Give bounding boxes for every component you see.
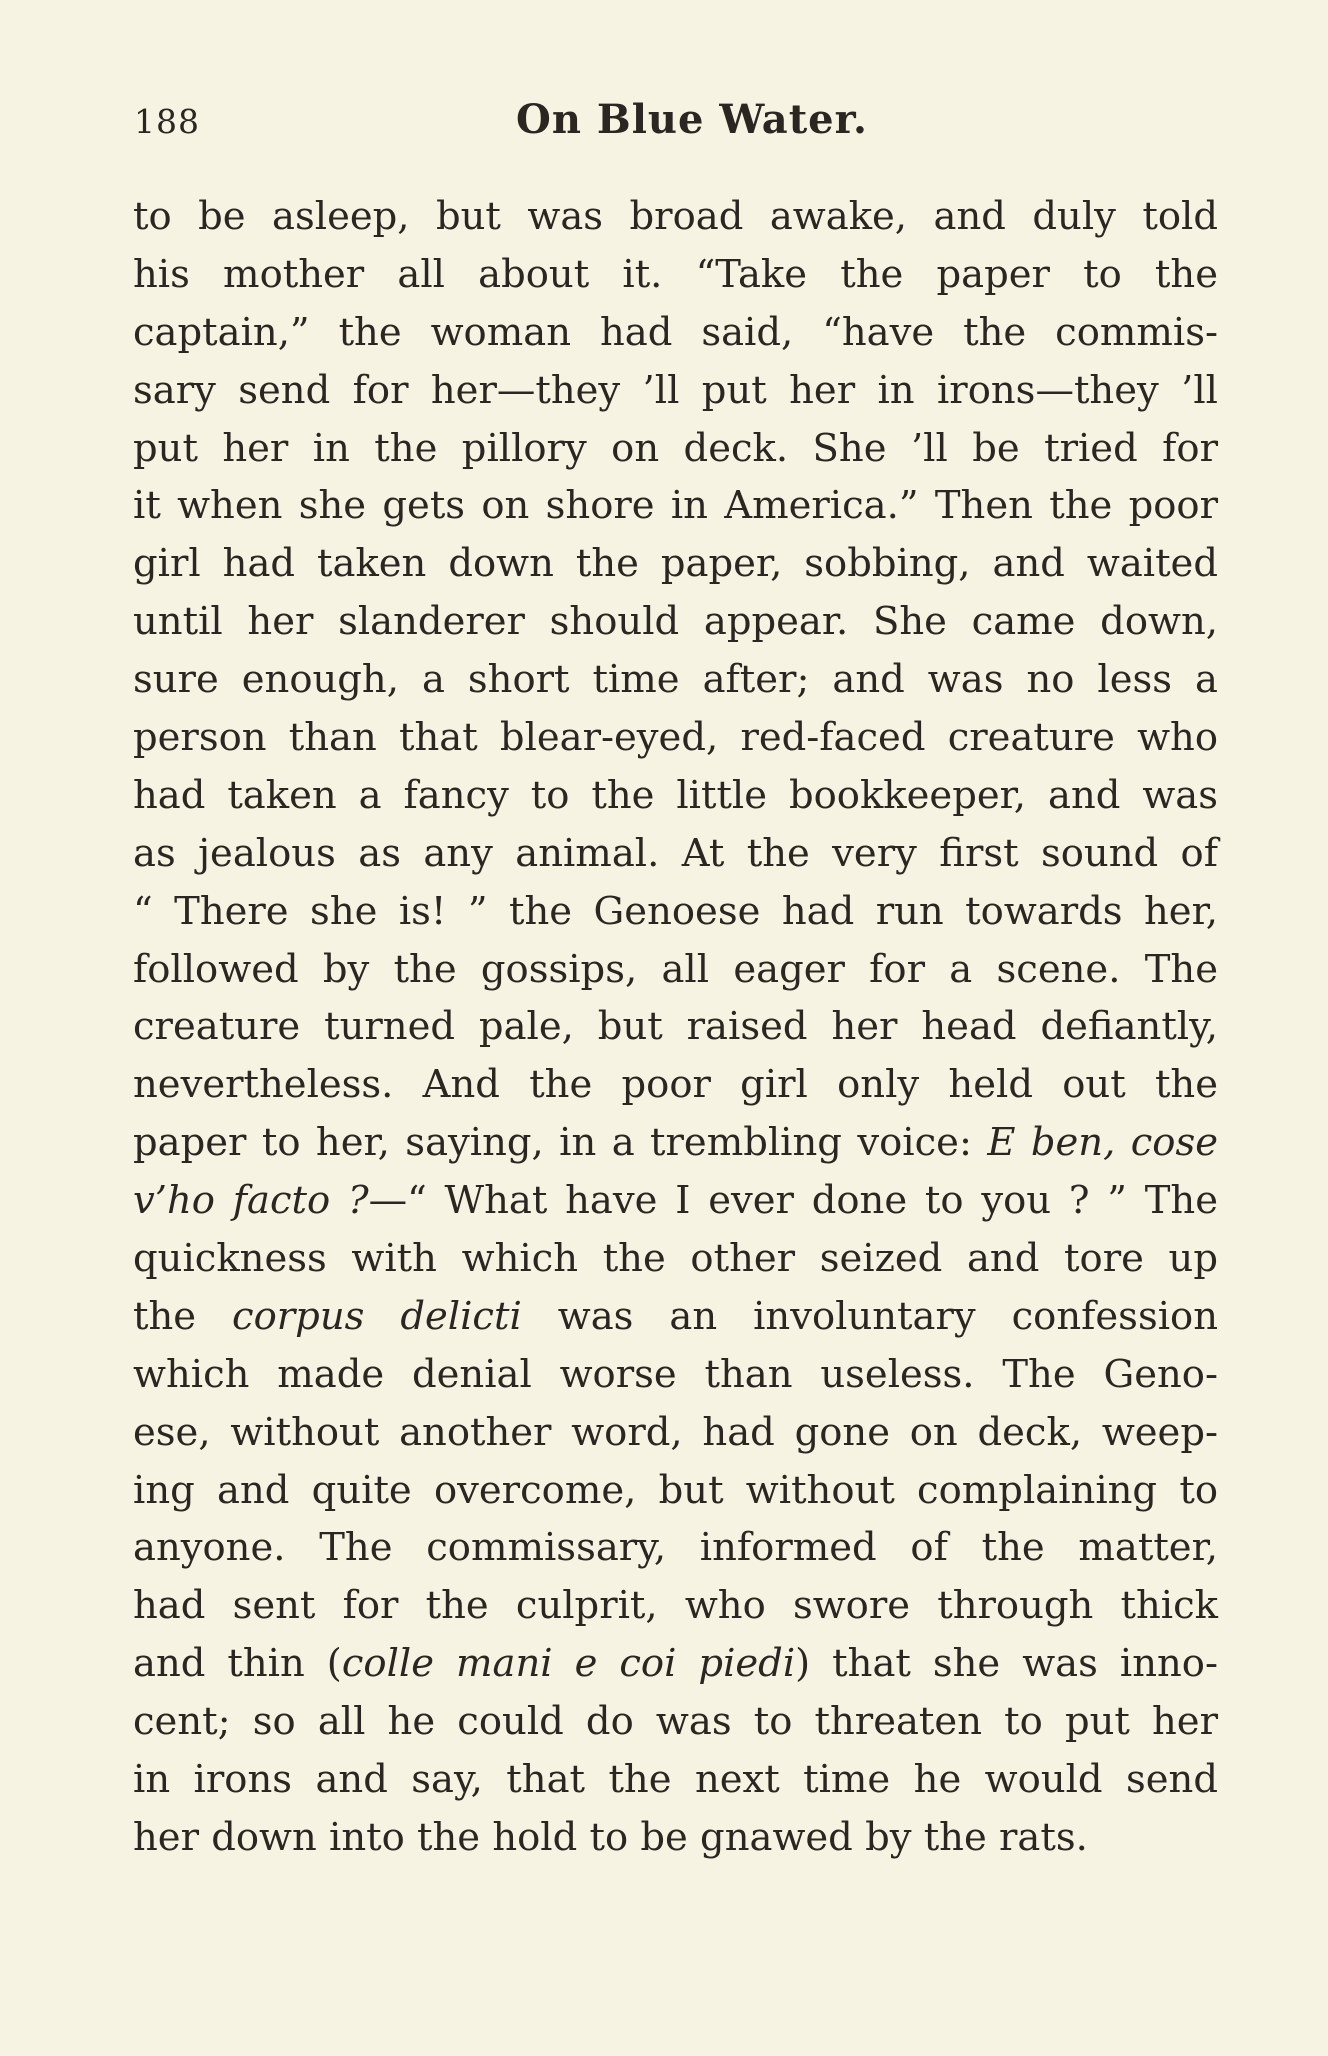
text-line: [133, 1230, 1218, 1288]
italic-text-segment: v’ho facto ?: [133, 1178, 369, 1224]
text-line: [133, 1577, 1218, 1635]
italic-text-segment: colle mani e coi piedi: [341, 1641, 796, 1687]
text-segment: the: [133, 1293, 233, 1339]
text-segment: creature turned pale, but raised her head defiantly,: [133, 1004, 1218, 1050]
running-title: On Blue Water.: [516, 96, 868, 143]
text-line: [133, 420, 1218, 478]
text-line: [133, 709, 1218, 767]
text-segment: cent; so all he could do was to threaten to put her: [133, 1699, 1218, 1745]
text-segment: followed by the gossips, all eager for a scene. The: [133, 946, 1218, 992]
text-line: [133, 1404, 1218, 1462]
text-segment: his mother all about it. “Take the paper to the: [133, 251, 1218, 297]
text-segment: to be asleep, but was broad awake, and duly told: [133, 194, 1218, 239]
text-line: [133, 593, 1218, 651]
text-segment: her down into the hold to be gnawed by the rats.: [133, 1814, 1088, 1860]
text-segment: put her in the pillory on deck. She ’ll be tried for: [133, 425, 1218, 471]
text-line: [133, 246, 1218, 304]
text-segment: quickness with which the other seized and tore up: [133, 1236, 1218, 1282]
text-line: [133, 883, 1218, 941]
text-line: [133, 767, 1218, 825]
text-segment: as jealous as any animal. At the very first sound of: [133, 830, 1218, 876]
text-line: [133, 1635, 1218, 1693]
text-line: [133, 1346, 1218, 1404]
text-segment: captain,” the woman had said, “have the commis-: [133, 309, 1218, 355]
text-segment: which made denial worse than useless. The Geno-: [133, 1351, 1218, 1397]
text-segment: ing and quite overcome, but without complaining to: [133, 1467, 1218, 1513]
text-segment: anyone. The commissary, informed of the matter,: [133, 1525, 1218, 1571]
text-line: [133, 651, 1218, 709]
text-segment: nevertheless. And the poor girl only held out the: [133, 1062, 1218, 1108]
italic-text-segment: corpus delicti: [232, 1293, 522, 1339]
text-line: [133, 477, 1218, 535]
text-segment: sary send for her—they ’ll put her in irons—they ’ll: [133, 367, 1218, 413]
text-line: [133, 1751, 1218, 1809]
text-line: [133, 1693, 1218, 1751]
text-line: [133, 1462, 1218, 1520]
text-line: [133, 535, 1218, 593]
text-line: [133, 1519, 1218, 1577]
text-segment: and thin (: [133, 1641, 342, 1687]
text-segment: person than that blear-eyed, red-faced creature who: [133, 715, 1218, 761]
text-segment: had sent for the culprit, who swore through thick: [133, 1583, 1218, 1629]
text-segment: until her slanderer should appear. She came down,: [133, 599, 1218, 645]
text-segment: in irons and say, that the next time he would send: [133, 1757, 1218, 1803]
text-line: [133, 825, 1218, 883]
text-line: [133, 941, 1218, 999]
text-segment: “ There she is! ” the Genoese had run towards her,: [133, 888, 1218, 934]
text-line: [133, 1809, 1218, 1867]
text-line: [133, 1056, 1218, 1114]
page-header: [134, 92, 1214, 152]
text-segment: girl had taken down the paper, sobbing, and waited: [133, 541, 1218, 587]
text-segment: ) that she was inno-: [795, 1641, 1218, 1687]
text-line: [133, 188, 1218, 246]
text-segment: had taken a fancy to the little bookkeeper, and was: [133, 772, 1218, 818]
text-line: [133, 304, 1218, 362]
text-segment: it when she gets on shore in America.” Then the poor: [133, 483, 1218, 529]
text-line: [133, 1288, 1218, 1346]
text-segment: was an involuntary confession: [521, 1293, 1218, 1339]
text-line: [133, 1172, 1218, 1230]
text-segment: sure enough, a short time after; and was no less a: [133, 657, 1218, 703]
text-line: [133, 998, 1218, 1056]
text-segment: paper to her, saying, in a trembling voice:: [133, 1120, 988, 1166]
body-text: [133, 188, 1218, 1867]
italic-text-segment: E ben, cose: [987, 1120, 1219, 1166]
text-line: [133, 362, 1218, 420]
text-line: [133, 1114, 1218, 1172]
text-segment: ese, without another word, had gone on deck, weep-: [133, 1409, 1218, 1455]
text-segment: —“ What have I ever done to you ? ” The: [368, 1178, 1218, 1224]
page-number: 188: [134, 102, 200, 141]
